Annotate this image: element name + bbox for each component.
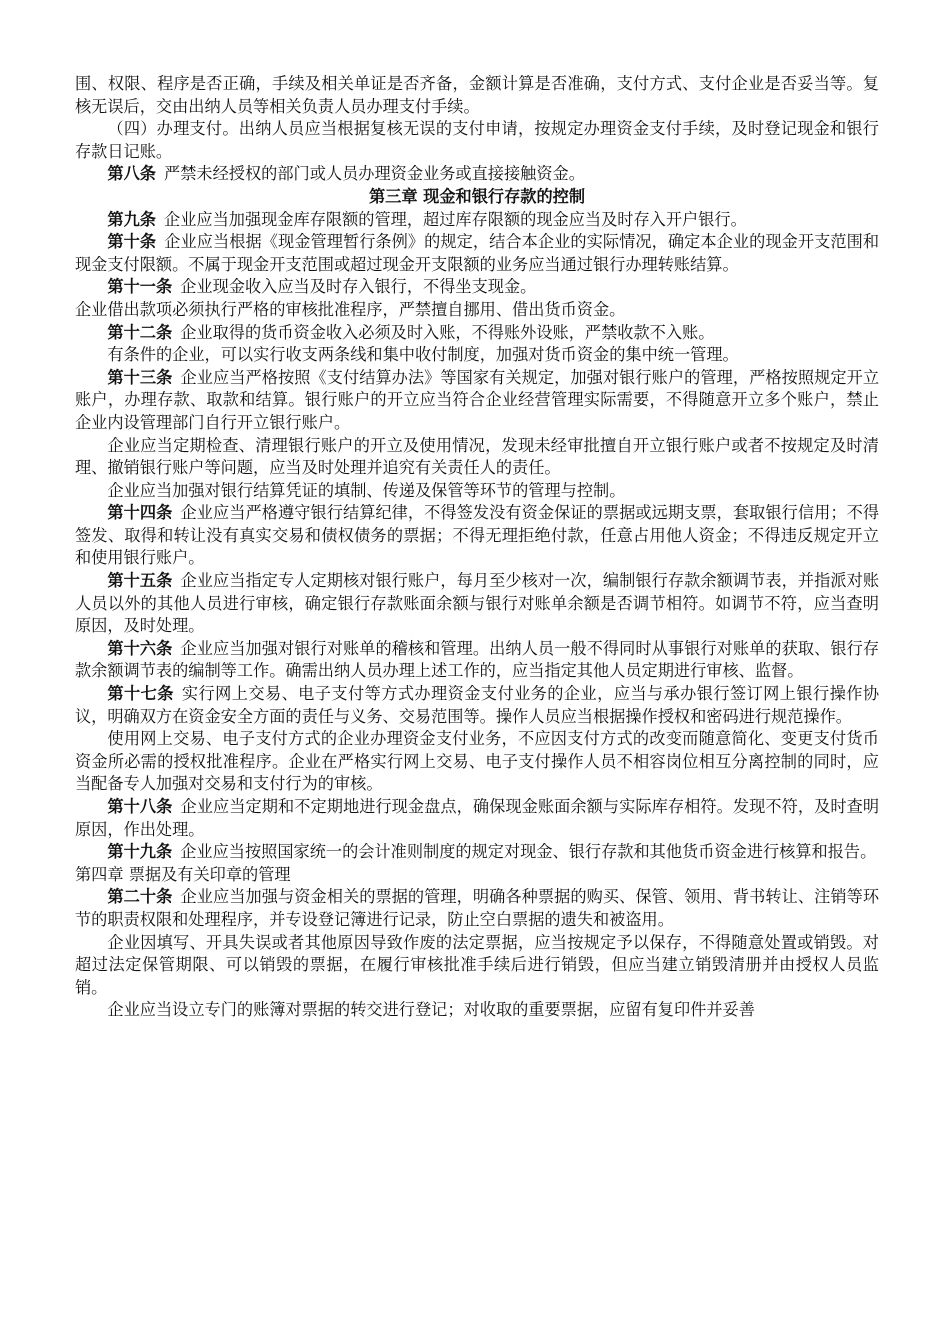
article-text: 企业应当加强与资金相关的票据的管理，明确各种票据的购买、保管、领用、背书转让、注销等环节的职责权限和处理程序，并专设登记簿进行记录，防止空白票据的遗失和被盗用。 [75, 887, 880, 929]
document-page [75, 73, 879, 1022]
paragraph: 企业应当加强对银行结算凭证的填制、传递及保管等环节的管理与控制。 [107, 480, 626, 500]
article-number: 第十条 [107, 232, 157, 252]
article-text: 企业应当根据《现金管理暂行条例》的规定，结合本企业的实际情况，确定本企业的现金开支范围和现金支付限额。不属于现金开支范围或超过现金开支限额的业务应当通过银行办理转账结算。 [75, 232, 880, 274]
article-number: 第十三条 [107, 367, 173, 387]
article-17 [75, 683, 879, 728]
article-9 [75, 209, 879, 232]
article-11 [75, 276, 879, 299]
article-13 [75, 367, 879, 435]
article-number: 第十一条 [107, 277, 173, 297]
continued-paragraph: 围、权限、程序是否正确，手续及相关单证是否齐备，金额计算是否准确，支付方式、支付企业是否妥当等。复核无误后，交由出纳人员等相关负责人员办理支付手续。 [75, 74, 879, 116]
paragraph: 企业因填写、开具失误或者其他原因导致作废的法定票据，应当按规定予以保存，不得随意处置或销毁。对超过法定保管期限、可以销毁的票据，在履行审核批准手续后进行销毁，但应当建立销毁清册并由授权人员监销。 [75, 932, 879, 997]
article-number: 第二十条 [107, 887, 173, 907]
article-12 [75, 322, 879, 345]
article-text: 企业应当加强现金库存限额的管理，超过库存限额的现金应当及时存入开户银行。 [164, 209, 747, 229]
article-8 [75, 163, 879, 186]
article-15 [75, 570, 879, 638]
article-number: 第八条 [107, 164, 156, 184]
paragraph: （四）办理支付。出纳人员应当根据复核无误的支付申请，按规定办理资金支付手续，及时登记现金和银行存款日记账。 [75, 119, 879, 161]
article-text: 企业应当按照国家统一的会计准则制度的规定对现金、银行存款和其他货币资金进行核算和报告。 [180, 842, 877, 862]
paragraph: 企业借出款项必须执行严格的审核批准程序，严禁擅自挪用、借出货币资金。 [75, 299, 626, 319]
article-number: 第十二条 [107, 322, 173, 342]
paragraph: 企业应当设立专门的账簿对票据的转交进行登记；对收取的重要票据，应留有复印件并妥善 [107, 1000, 755, 1020]
paragraph: 企业应当定期检查、清理银行账户的开立及使用情况，发现未经审批擅自开立银行账户或者不按规定及时清理、撤销银行账户等问题，应当及时处理并追究有关责任人的责任。 [75, 435, 879, 478]
article-number: 第九条 [107, 209, 156, 229]
article-14 [75, 502, 879, 570]
article-number: 第十九条 [107, 842, 173, 862]
article-text: 企业应当严格按照《支付结算办法》等国家有关规定，加强对银行账户的管理，严格按照规定开立账户，办理存款、取款和结算。银行账户的开立应当符合企业经营管理实际需要，不得随意开立多个账户，禁止企业内设管理部门自行开立银行账户。 [75, 367, 880, 432]
article-number: 第十六条 [107, 638, 173, 658]
article-18 [75, 796, 879, 841]
article-text: 企业应当严格遵守银行结算纪律，不得签发没有资金保证的票据或远期支票，套取银行信用；不得签发、取得和转让没有真实交易和债权债务的票据；不得无理拒绝付款，任意占用他人资金；不得违反规定开立和使用银行账户。 [75, 503, 880, 568]
article-number: 第十八条 [107, 797, 173, 816]
article-text: 实行网上交易、电子支付等方式办理资金支付业务的企业，应当与承办银行签订网上银行操作协议，明确双方在资金安全方面的责任与义务、交易范围等。操作人员应当根据操作授权和密码进行规范操作。 [75, 684, 880, 726]
article-number: 第十七条 [107, 684, 174, 704]
chapter-heading-plain: 第四章 票据及有关印章的管理 [75, 864, 291, 884]
article-text: 企业应当定期和不定期地进行现金盘点，确保现金账面余额与实际库存相符。发现不符，及时查明原因，作出处理。 [75, 797, 880, 839]
chapter-heading: 第三章 现金和银行存款的控制 [368, 186, 586, 206]
article-20 [75, 886, 879, 931]
article-text: 企业现金收入应当及时存入银行，不得坐支现金。 [180, 277, 537, 297]
article-text: 企业应当指定专人定期核对银行账户，每月至少核对一次，编制银行存款余额调节表，并指派对账人员以外的其他人员进行审核，确定银行存款账面余额与银行对账单余额是否调节相符。如调节不符，应当查明原因，及时处理。 [75, 571, 880, 636]
article-text: 严禁未经授权的部门或人员办理资金业务或直接接触资金。 [164, 164, 585, 184]
article-10 [75, 231, 879, 276]
article-16 [75, 638, 879, 683]
article-number: 第十五条 [107, 571, 173, 591]
article-text: 企业取得的货币资金收入必须及时入账，不得账外设账，严禁收款不入账。 [180, 322, 715, 342]
article-text: 企业应当加强对银行对账单的稽核和管理。出纳人员一般不得同时从事银行对账单的获取、银行存款余额调节表的编制等工作。确需出纳人员办理上述工作的，应当指定其他人员定期进行审核、监督。 [75, 638, 880, 681]
paragraph: 使用网上交易、电子支付方式的企业办理资金支付业务，不应因支付方式的改变而随意简化、变更支付货币资金所必需的授权批准程序。企业在严格实行网上交易、电子支付操作人员不相容岗位相互分离控制的同时，应当配备专人加强对交易和支付行为的审核。 [75, 729, 879, 794]
paragraph: 有条件的企业，可以实行收支两条线和集中收付制度，加强对货币资金的集中统一管理。 [107, 345, 739, 365]
article-19 [75, 841, 879, 864]
article-number: 第十四条 [107, 503, 173, 523]
